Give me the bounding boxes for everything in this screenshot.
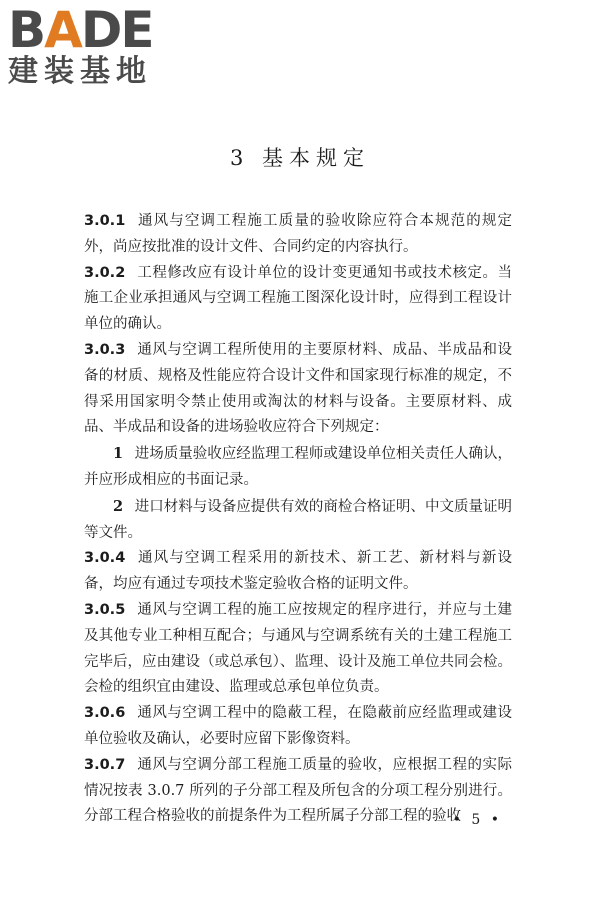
clause-3-0-4: 3.0.4 通风与空调工程采用的新技术、新工艺、新材料与新设备，均应有通过专项技术鉴定验收合格的证明文件。 xyxy=(84,550,512,593)
bade-logo xyxy=(8,1,178,90)
clause-3-0-3: 3.0.3 通风与空调工程所使用的主要原材料、成品、半成品和设备的材质、规格及性能应符合设计文件和国家现行标准的规定，不得采用国家明令禁止使用或淘汰的材料与设备。主要原材料、成品、半成品和设备的进场验收应符合下列规定： xyxy=(84,341,512,436)
chapter-title: 3 基本规定 xyxy=(229,146,371,170)
clause-3-0-6: 3.0.6 通风与空调工程中的隐蔽工程，在隐蔽前应经监理或建设单位验收及确认，必要时应留下影像资料。 xyxy=(84,705,512,747)
clause-3-0-7: 3.0.7 通风与空调分部工程施工质量的验收，应根据工程的实际情况按表 3.0.7 所列的子分部工程及所包含的分项工程分别进行。分部工程合格验收的前提条件为工程所属子分部工程的验收 xyxy=(84,756,512,825)
logo-wordmark: BADE xyxy=(8,1,153,59)
clause-3-0-2: 3.0.2 工程修改应有设计单位的设计变更通知书或技术核定。当施工企业承担通风与空调工程施工图深化设计时，应得到工程设计单位的确认。 xyxy=(84,264,512,333)
page-number: • 5 • xyxy=(452,812,502,828)
clause-3-0-3-item-1: 1 进场质量验收应经监理工程师或建设单位相关责任人确认，并应形成相应的书面记录。 xyxy=(84,445,512,488)
clause-3-0-1: 3.0.1 通风与空调工程施工质量的验收除应符合本规范的规定外，尚应按批准的设计文件、合同约定的内容执行。 xyxy=(84,213,512,255)
clause-3-0-5: 3.0.5 通风与空调工程的施工应按规定的程序进行，并应与土建及其他专业工种相互配合；与通风与空调系统有关的土建工程施工完毕后，应由建设（或总承包）、监理、设计及施工单位共同会检。会检的组织宜由建设、监理或总承包单位负责。 xyxy=(84,601,512,696)
clause-3-0-3-item-2: 2 进口材料与设备应提供有效的商检合格证明、中文质量证明等文件。 xyxy=(84,497,512,541)
logo-subtitle: 建装基地 xyxy=(8,54,152,89)
body-text xyxy=(84,209,512,830)
